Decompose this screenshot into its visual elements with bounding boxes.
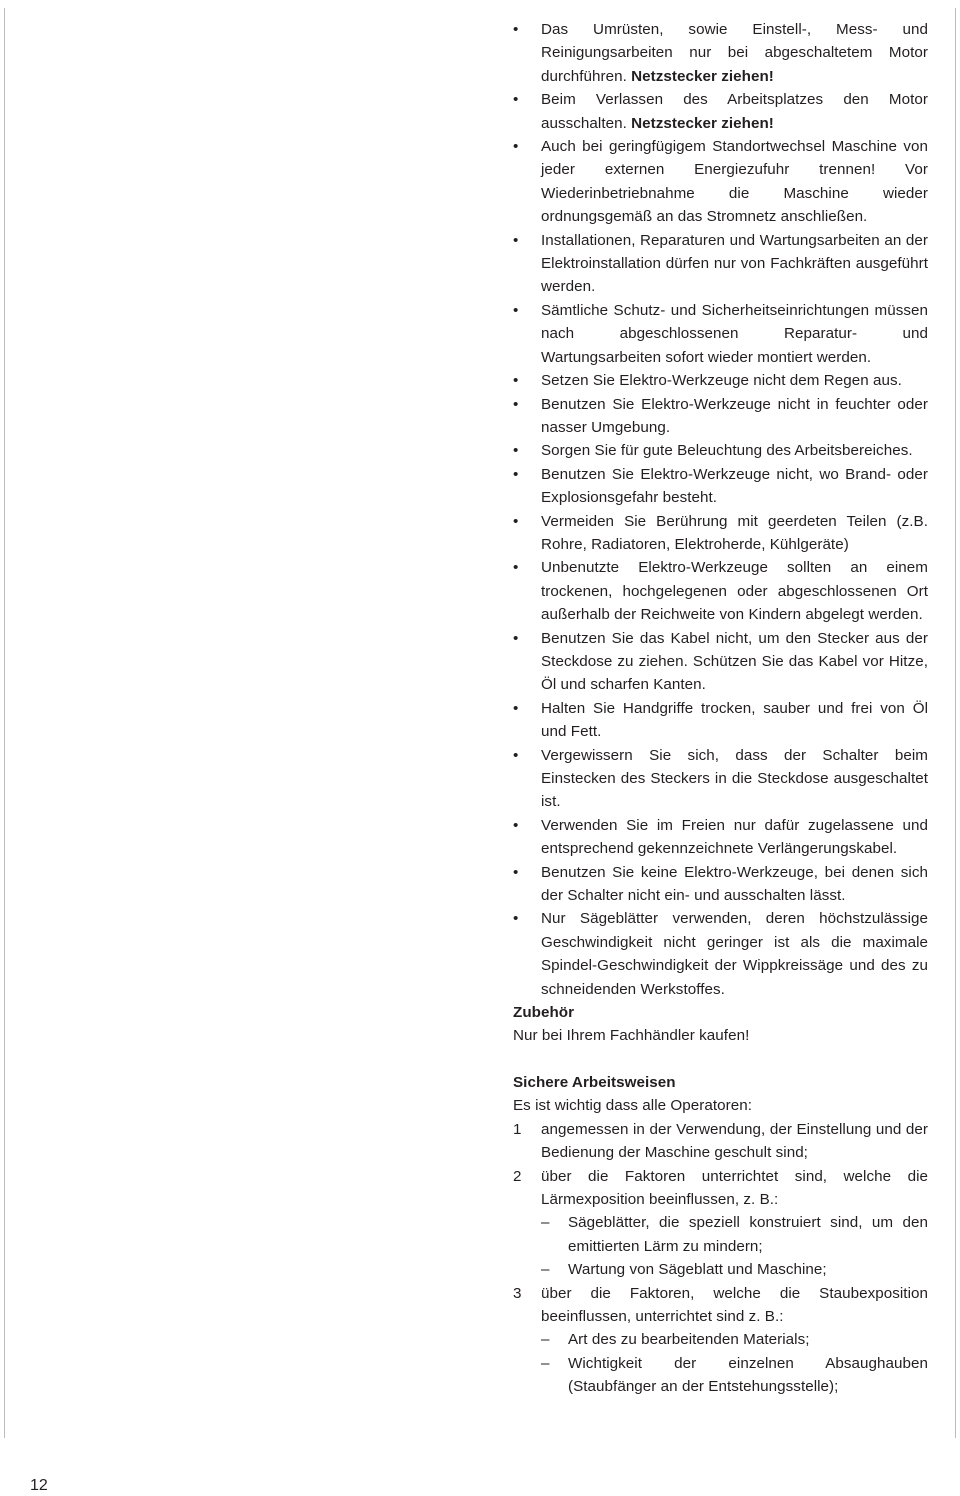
bullet-icon: •: [513, 442, 519, 460]
accessories-text: Nur bei Ihrem Fachhändler kaufen!: [513, 1027, 750, 1045]
bullet-text: Sorgen Sie für gute Beleuchtung des Arbeitsbereiches.: [541, 442, 913, 460]
dash-icon: –: [541, 1261, 550, 1279]
bullet-item: [513, 861, 928, 908]
bullet-item: [513, 627, 928, 697]
page-number: 12: [30, 1477, 48, 1494]
section-spacer: [513, 1048, 928, 1071]
dash-icon: –: [541, 1331, 550, 1349]
safe-work-heading: Sichere Arbeitsweisen: [513, 1073, 676, 1091]
bullet-icon: •: [513, 863, 519, 881]
numbered-item: [513, 1165, 928, 1212]
safe-work-numbered-list: [513, 1118, 928, 1399]
bullet-text: Beim Verlassen des Arbeitsplatzes den Motor ausschalten.: [541, 91, 928, 132]
right-margin-rule: [955, 8, 956, 1438]
bullet-text: Nur Sägeblätter verwenden, deren höchstzulässige Geschwindigkeit nicht geringer ist als die maximale Spindel-Geschwindigkeit der Wippkreissäge und des zu schneidenden Werkstoffes.: [541, 910, 928, 998]
dash-icon: –: [541, 1214, 550, 1232]
bullet-text: Sämtliche Schutz- und Sicherheitseinrichtungen müssen nach abgeschlossenen Reparatur- und Wartungsarbeiten sofort wieder montiert werden.: [541, 301, 928, 366]
bullet-item: [513, 135, 928, 229]
safety-bullet-list: [513, 18, 928, 1001]
numbered-item-text: über die Faktoren, welche die Staubexposition beeinflussen, unterrichtet sind z. B.:: [541, 1284, 928, 1325]
bullet-icon: •: [513, 231, 519, 249]
bullet-item: [513, 814, 928, 861]
subitem-text: Sägeblätter, die speziell konstruiert sind, um den emittierten Lärm zu mindern;: [568, 1214, 928, 1255]
bullet-text: Vergewissern Sie sich, dass der Schalter beim Einstecken des Steckers in die Steckdose ausgeschaltet ist.: [541, 746, 928, 811]
bullet-text: Benutzen Sie Elektro-Werkzeuge nicht in feuchter oder nasser Umgebung.: [541, 395, 928, 436]
subitem-text: Art des zu bearbeitenden Materials;: [568, 1331, 810, 1349]
bullet-item: [513, 18, 928, 88]
bullet-bold-text: Netzstecker ziehen!: [631, 114, 774, 132]
bullet-icon: •: [513, 138, 519, 156]
bullet-text: Setzen Sie Elektro-Werkzeuge nicht dem Regen aus.: [541, 372, 902, 390]
bullet-item: [513, 697, 928, 744]
bullet-text: Auch bei geringfügigem Standortwechsel Maschine von jeder externen Energiezufuhr trennen! Vor Wiederinbetriebnahme die Maschine wieder ordnungsgemäß an das Stromnetz anschließen.: [541, 138, 928, 226]
safe-work-intro: Es ist wichtig dass alle Operatoren:: [513, 1097, 753, 1115]
bullet-icon: •: [513, 465, 519, 483]
dash-icon: –: [541, 1354, 550, 1372]
item-number: 3: [513, 1284, 522, 1302]
bullet-icon: •: [513, 372, 519, 390]
numbered-item: [513, 1282, 928, 1329]
bullet-item: [513, 229, 928, 299]
bullet-icon: •: [513, 301, 519, 319]
bullet-icon: •: [513, 512, 519, 530]
item-number: 2: [513, 1167, 522, 1185]
subitem-text: Wartung von Sägeblatt und Maschine;: [568, 1261, 827, 1279]
bullet-item: [513, 744, 928, 814]
bullet-icon: •: [513, 746, 519, 764]
bullet-icon: •: [513, 910, 519, 928]
numbered-item-text: angemessen in der Verwendung, der Einstellung und der Bedienung der Maschine geschult sind;: [541, 1120, 928, 1162]
numbered-item-text: über die Faktoren unterrichtet sind, welche die Lärmexposition beeinflussen, z. B.:: [541, 1167, 928, 1208]
item-number: 1: [513, 1120, 522, 1138]
bullet-icon: •: [513, 21, 519, 38]
bullet-icon: •: [513, 699, 519, 717]
bullet-icon: •: [513, 559, 519, 577]
accessories-heading: Zubehör: [513, 1004, 575, 1022]
dash-subitem: [513, 1352, 928, 1399]
bullet-item: [513, 393, 928, 440]
bullet-text: Das Umrüsten, sowie Einstell-, Mess- und Reinigungsarbeiten nur bei abgeschaltetem Motor durchführen.: [541, 21, 928, 85]
bullet-text: Benutzen Sie Elektro-Werkzeuge nicht, wo Brand- oder Explosionsgefahr besteht.: [541, 465, 928, 507]
bullet-bold-text: Netzstecker ziehen!: [631, 67, 774, 85]
dash-subitem: [513, 1211, 928, 1258]
bullet-text: Verwenden Sie im Freien nur dafür zugelassene und entsprechend gekennzeichnete Verlängerungskabel.: [541, 816, 928, 858]
bullet-item: [513, 439, 928, 462]
bullet-item: [513, 463, 928, 510]
dash-subitem: [513, 1258, 928, 1281]
bullet-icon: •: [513, 91, 519, 109]
bullet-text: Unbenutzte Elektro-Werkzeuge sollten an einem trockenen, hochgelegenen oder abgeschlossenen Ort außerhalb der Reichweite von Kindern abgelegt werden.: [541, 559, 928, 624]
bullet-text: Vermeiden Sie Berührung mit geerdeten Teilen (z.B. Rohre, Radiatoren, Elektroherde, Kühlgeräte): [541, 512, 928, 553]
bullet-item: [513, 88, 928, 135]
bullet-item: [513, 907, 928, 1001]
bullet-item: [513, 556, 928, 626]
bullet-icon: •: [513, 629, 519, 647]
bullet-text: Benutzen Sie das Kabel nicht, um den Stecker aus der Steckdose zu ziehen. Schützen Sie das Kabel vor Hitze, Öl und scharfen Kanten.: [541, 629, 928, 694]
bullet-icon: •: [513, 395, 519, 413]
bullet-item: [513, 299, 928, 369]
numbered-item: [513, 1118, 928, 1165]
bullet-text: Installationen, Reparaturen und Wartungsarbeiten an der Elektroinstallation dürfen nur von Fachkräften ausgeführt werden.: [541, 231, 928, 296]
text-column: [513, 18, 928, 1399]
bullet-item: [513, 369, 928, 392]
bullet-text: Halten Sie Handgriffe trocken, sauber und frei von Öl und Fett.: [541, 699, 928, 741]
dash-subitem: [513, 1328, 928, 1351]
subitem-text: Wichtigkeit der einzelnen Absaughauben (Staubfänger an der Entstehungsstelle);: [568, 1354, 928, 1396]
bullet-icon: •: [513, 816, 519, 834]
bullet-text: Benutzen Sie keine Elektro-Werkzeuge, bei denen sich der Schalter nicht ein- und ausschalten lässt.: [541, 863, 928, 905]
left-margin-rule: [4, 8, 5, 1438]
bullet-item: [513, 510, 928, 557]
